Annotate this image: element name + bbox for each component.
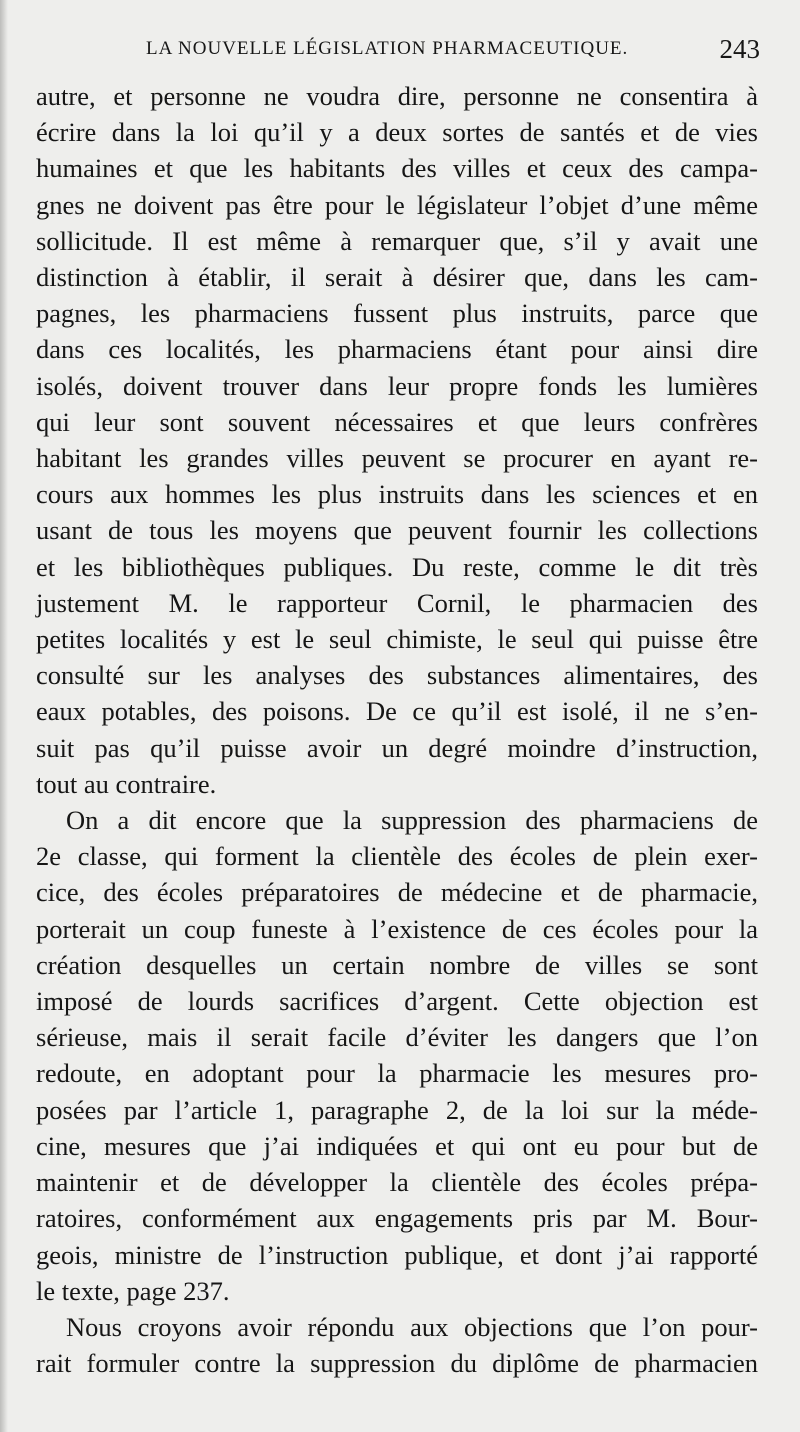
text-line: cours aux hommes les plus instruits dans les sciences et en	[36, 479, 758, 510]
text-line: rait formuler contre la suppression du diplôme de pharmacien	[36, 1348, 758, 1379]
paragraph-3	[36, 1309, 758, 1381]
text-line: geois, ministre de l’instruction publique, et dont j’ai rapporté	[36, 1239, 758, 1270]
text-line: maintenir et de développer la clientèle des écoles prépa-	[36, 1167, 758, 1198]
text-line: posées par l’article 1, paragraphe 2, de la loi sur la méde-	[36, 1094, 758, 1125]
text-line: ratoires, conformément aux engagements pris par M. Bour-	[36, 1203, 758, 1234]
text-line: suit pas qu’il puisse avoir un degré moindre d’instruction,	[36, 732, 758, 763]
text-line: dans ces localités, les pharmaciens étant pour ainsi dire	[36, 334, 758, 365]
gutter-shadow	[0, 0, 8, 1432]
running-title: LA NOUVELLE LÉGISLATION PHARMACEUTIQUE.	[146, 38, 629, 59]
text-line: petites localités y est le seul chimiste, le seul qui puisse être	[36, 624, 758, 655]
page-header	[36, 34, 760, 74]
paragraph-1	[36, 78, 758, 802]
text-line: humaines et que les habitants des villes et ceux des campa-	[36, 153, 758, 184]
text-line: Nous croyons avoir répondu aux objections que l’on pour-	[66, 1311, 758, 1342]
paragraph-2	[36, 802, 758, 1309]
text-line: tout au contraire.	[36, 768, 217, 799]
text-line: redoute, en adoptant pour la pharmacie les mesures pro-	[36, 1058, 758, 1089]
page-number: 243	[719, 34, 760, 64]
text-line: sollicitude. Il est même à remarquer que, s’il y avait une	[36, 225, 758, 256]
text-line: création desquelles un certain nombre de villes se sont	[36, 949, 758, 980]
text-line: cine, mesures que j’ai indiquées et qui ont eu pour but de	[36, 1130, 758, 1161]
text-line: autre, et personne ne voudra dire, personne ne consentira à	[36, 81, 758, 111]
text-line: gnes ne doivent pas être pour le législateur l’objet d’une même	[36, 189, 758, 220]
text-line: cice, des écoles préparatoires de médecine et de pharmacie,	[36, 877, 758, 908]
text-line: eaux potables, des poisons. De ce qu’il est isolé, il ne s’en-	[36, 696, 758, 727]
text-line: pagnes, les pharmaciens fussent plus instruits, parce que	[36, 298, 758, 329]
text-line: le texte, page 237.	[36, 1275, 230, 1306]
text-line: justement M. le rapporteur Cornil, le pharmacien des	[36, 587, 758, 618]
text-line: consulté sur les analyses des substances alimentaires, des	[36, 660, 758, 691]
text-line: et les bibliothèques publiques. Du reste, comme le dit très	[36, 551, 758, 582]
text-line: distinction à établir, il serait à désirer que, dans les cam-	[36, 262, 758, 293]
text-line: sérieuse, mais il serait facile d’éviter les dangers que l’on	[36, 1022, 758, 1053]
text-line: usant de tous les moyens que peuvent fournir les collections	[36, 515, 758, 546]
body-text	[36, 78, 758, 1381]
text-line: écrire dans la loi qu’il y a deux sortes de santés et de vies	[36, 117, 758, 148]
text-line: qui leur sont souvent nécessaires et que leurs confrères	[36, 406, 758, 437]
text-line: isolés, doivent trouver dans leur propre fonds les lumières	[36, 370, 758, 401]
text-line: porterait un coup funeste à l’existence de ces écoles pour la	[36, 913, 758, 944]
text-line: habitant les grandes villes peuvent se procurer en ayant re-	[36, 443, 758, 474]
text-line: imposé de lourds sacrifices d’argent. Cette objection est	[36, 986, 758, 1017]
text-line: On a dit encore que la suppression des pharmaciens de	[66, 805, 758, 836]
text-line: 2e classe, qui forment la clientèle des écoles de plein exer-	[36, 841, 758, 872]
